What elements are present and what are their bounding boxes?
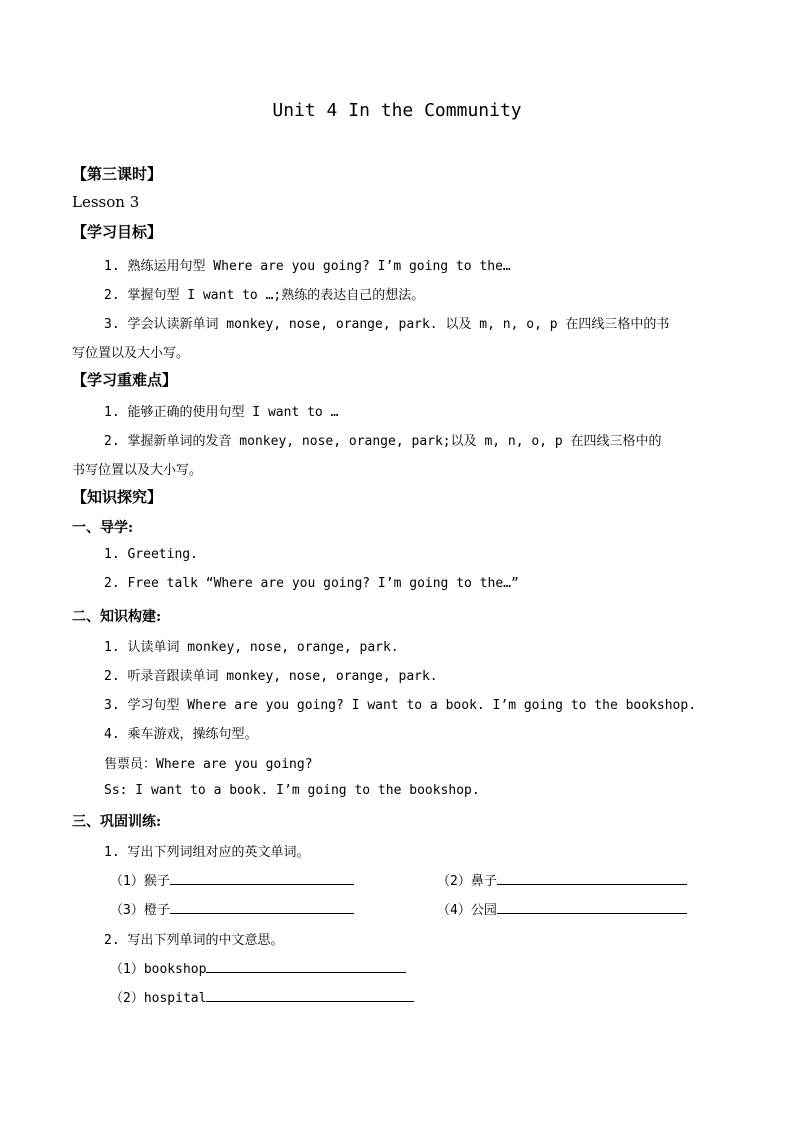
answer-blank[interactable] [206, 987, 414, 1002]
exercise-1-item [110, 899, 354, 918]
exercise-label: （3）橙子 [110, 903, 170, 918]
part2-item: 3. 学习句型 Where are you going? I want to a book. I’m going to the bookshop. [104, 698, 697, 713]
period-heading: 【第三课时】 [72, 165, 163, 183]
part2-heading: 二、知识构建: [72, 609, 162, 625]
part2-item: 4. 乘车游戏，操练句型。 [104, 727, 258, 742]
exercise-1-item [110, 870, 354, 889]
answer-blank[interactable] [170, 870, 354, 885]
exercise-label: （1）bookshop [110, 962, 207, 977]
exercise-2-prompt: 2. 写出下列单词的中文意思。 [104, 933, 284, 948]
exercise-label: （2）鼻子 [437, 874, 497, 889]
goal-item: 2. 掌握句型 I want to …;熟练的表达自己的想法。 [104, 288, 425, 303]
explore-heading: 【知识探究】 [72, 488, 163, 506]
key-points-heading: 【学习重难点】 [72, 371, 178, 389]
part3-heading: 三、巩固训练: [72, 814, 162, 830]
key-point-item: 1. 能够正确的使用句型 I want to … [104, 405, 339, 420]
dialogue-line: Ss: I want to a book. I’m going to the bookshop. [104, 783, 480, 798]
answer-blank[interactable] [497, 899, 687, 914]
exercise-1-prompt: 1. 写出下列词组对应的英文单词。 [104, 845, 310, 860]
key-point-item-continued: 书写位置以及大小写。 [72, 463, 203, 478]
exercise-2-item [110, 987, 414, 1006]
exercise-2-item [110, 958, 406, 977]
answer-blank[interactable] [170, 899, 354, 914]
answer-blank[interactable] [497, 870, 687, 885]
dialogue-line: 售票员：Where are you going? [104, 757, 313, 772]
part1-heading: 一、导学: [72, 520, 134, 536]
exercise-label: （2）hospital [110, 991, 207, 1006]
page-title: Unit 4 In the Community [272, 100, 522, 121]
lesson-label: Lesson 3 [72, 193, 140, 211]
exercise-label: （1）猴子 [110, 874, 170, 889]
goal-item: 3. 学会认读新单词 monkey, nose, orange, park. 以及 m, n, o, p 在四线三格中的书 [104, 317, 670, 332]
goal-item: 1. 熟练运用句型 Where are you going? I’m going to the… [104, 259, 511, 274]
exercise-label: （4）公园 [437, 903, 497, 918]
goals-heading: 【学习目标】 [72, 223, 163, 241]
part1-item: 2. Free talk “Where are you going? I’m going to the…” [104, 576, 519, 591]
part1-item: 1. Greeting. [104, 547, 198, 562]
part2-item: 1. 认读单词 monkey, nose, orange, park. [104, 640, 399, 655]
exercise-1-item [437, 899, 687, 918]
goal-item-continued: 写位置以及大小写。 [72, 346, 190, 361]
key-point-item: 2. 掌握新单词的发音 monkey, nose, orange, park;以及 m, n, o, p 在四线三格中的 [104, 434, 662, 449]
exercise-1-item [437, 870, 687, 889]
part2-item: 2. 听录音跟读单词 monkey, nose, orange, park. [104, 669, 438, 684]
answer-blank[interactable] [206, 958, 406, 973]
